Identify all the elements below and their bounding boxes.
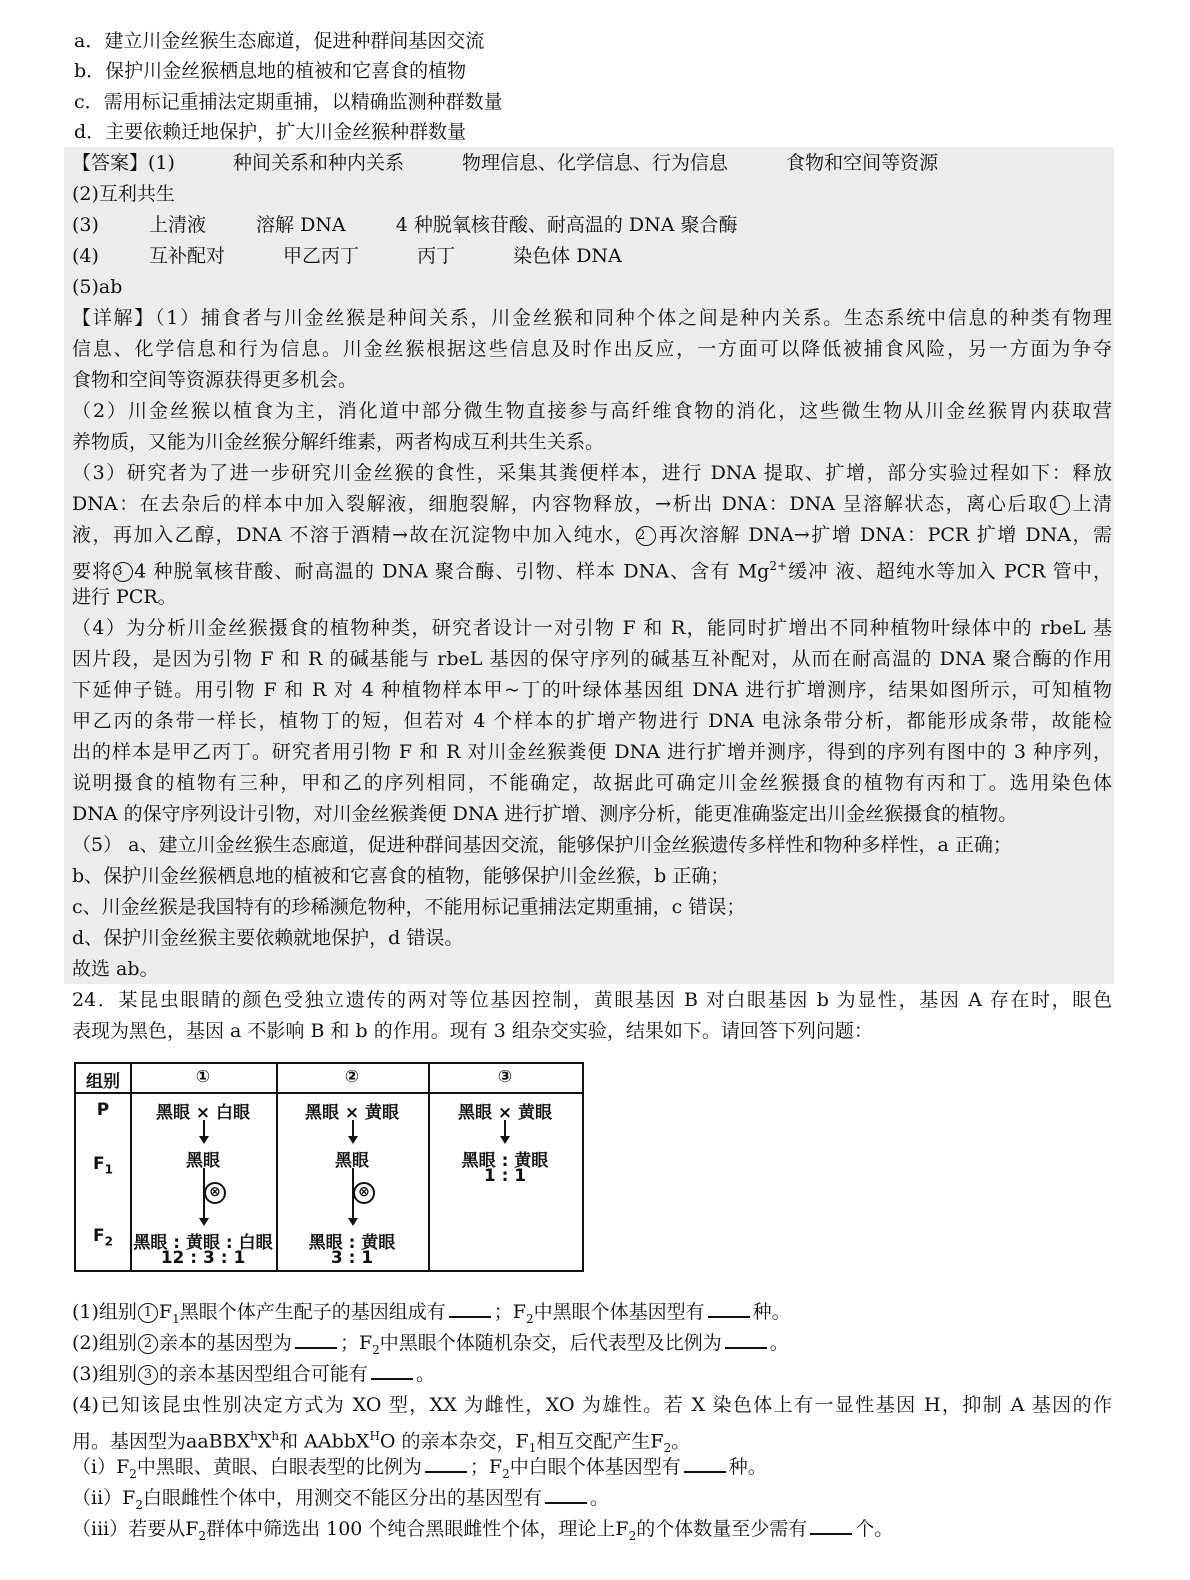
detail-p3b-post: 上清 bbox=[1070, 493, 1112, 515]
subscript: 2 bbox=[104, 1234, 113, 1249]
q2-b: 亲本的基因型为 bbox=[158, 1332, 292, 1354]
detail-p1-line1 bbox=[72, 303, 1112, 333]
detail-p3-line3 bbox=[72, 520, 1112, 550]
q3-b: 的亲本基因型组合可能有 bbox=[158, 1363, 368, 1385]
detail-p5-line4: d、保护川金丝猴主要依赖就地保护，d 错误。 bbox=[72, 927, 464, 949]
detail-p1-line2: 信息、化学信息和行为信息。川金丝猴根据这些信息及时作出反应，一方面可以降低被捕食风险，另一方面为争夺 bbox=[72, 338, 1112, 360]
answer-q4-4: 染色体 DNA bbox=[513, 245, 622, 267]
q1-a: (1)组别 bbox=[72, 1301, 137, 1323]
detail-p4-line7: DNA 的保守序列设计引物，对川金丝猴粪便 DNA 进行扩增、测序分析，能更准确鉴定出川金丝猴摄食的植物。 bbox=[72, 803, 1018, 825]
q1-d: ；F bbox=[493, 1301, 526, 1323]
qi-e: 种。 bbox=[728, 1456, 767, 1478]
row-label-f1-text: F bbox=[93, 1154, 105, 1174]
question-3 bbox=[72, 1359, 435, 1389]
table-group-2: ② bbox=[344, 1067, 360, 1087]
detail-p2-line2: 养物质，又能为川金丝猴分解纤维素，两者构成互利共生关系。 bbox=[72, 431, 605, 453]
detail-p3d-pre: 要将 bbox=[72, 560, 113, 583]
answer-blank[interactable] bbox=[708, 1298, 750, 1318]
qi-b: 中黑眼、黄眼、白眼表型的比例为 bbox=[136, 1456, 422, 1478]
detail-p5-line1: （5） a、建立川金丝猴生态廊道，促进种群间基因交流，能够保护川金丝猴遗传多样性和物种多样性，a 正确； bbox=[72, 834, 1012, 856]
q4b-3: 和 AAbbX bbox=[279, 1430, 370, 1453]
subscript: 2 bbox=[525, 1311, 534, 1326]
answer-blank[interactable] bbox=[371, 1360, 413, 1380]
answer-blank[interactable] bbox=[545, 1484, 587, 1504]
q1-f: 种。 bbox=[752, 1301, 791, 1323]
detail-p3c-pre: 液，再加入乙醇，DNA 不溶于酒精→故在沉淀物中加入纯水， bbox=[72, 524, 636, 546]
g2-f2: 黑眼 : 黄眼 bbox=[308, 1233, 396, 1253]
superscript: 2+ bbox=[769, 559, 788, 573]
q4b-5: 相互交配产生F bbox=[536, 1430, 664, 1453]
detail-p3-line5: 进行 PCR。 bbox=[72, 586, 177, 608]
answer-q1-1: 种间关系和种内关系 bbox=[232, 152, 404, 174]
detail-p4-line6: 说明摄食的植物有三种，甲和乙的序列相同，不能确定，故据此可确定川金丝猴摄食的植物有丙和丁。选用染色体 bbox=[72, 772, 1112, 794]
subscript: 2 bbox=[198, 1528, 207, 1543]
answer-blank[interactable] bbox=[295, 1329, 337, 1349]
answer-q3-3: 4 种脱氧核苷酸、耐高温的 DNA 聚合酶 bbox=[395, 214, 738, 236]
answer-blank[interactable] bbox=[425, 1453, 467, 1473]
detail-p4-line2: 因片段，是因为引物 F 和 R 的碱基能与 rbeL 基因的保守序列的碱基互补配对，从而在耐高温的 DNA 聚合酶的作用 bbox=[72, 648, 1112, 670]
answer-blank[interactable] bbox=[725, 1329, 767, 1349]
q2-d: ；F bbox=[339, 1332, 373, 1354]
g2-parents: 黑眼 × 黄眼 bbox=[304, 1103, 400, 1123]
detail-p5-line2: b、保护川金丝猴栖息地的植被和它喜食的植物，能够保护川金丝猴，b 正确； bbox=[72, 865, 730, 887]
g1-parents: 黑眼 × 白眼 bbox=[155, 1103, 251, 1123]
circled-number: 3 bbox=[138, 1365, 158, 1385]
subscript: 2 bbox=[502, 1466, 510, 1481]
table-group-1: ① bbox=[195, 1067, 211, 1087]
g1-f2: 黑眼 : 黄眼 : 白眼 bbox=[133, 1233, 273, 1253]
superscript: h bbox=[250, 1429, 258, 1443]
answer-q5: (5)ab bbox=[72, 276, 123, 298]
q4b-1: 用。基因型为aaBBX bbox=[72, 1430, 251, 1453]
answer-q4-1: 互补配对 bbox=[148, 245, 225, 267]
answer-q3-1: 上清液 bbox=[148, 214, 206, 236]
qiii-c: 的个体数量至少需有 bbox=[636, 1518, 808, 1540]
detail-p3d-post: 缓冲 液、超纯水等加入 PCR 管中， bbox=[787, 560, 1112, 583]
g3-f1: 黑眼 : 黄眼 bbox=[461, 1151, 549, 1171]
option-b: b．保护川金丝猴栖息地的植被和它喜食的植物 bbox=[74, 60, 467, 82]
detail-p1a: （1）捕食者与川金丝猴是种间关系，川金丝猴和同种个体之间是种内关系。生态系统中信息的种类有物理 bbox=[155, 307, 1112, 329]
detail-label: 【详解】 bbox=[72, 307, 155, 329]
answer-q1 bbox=[72, 148, 938, 178]
qi-c: ；F bbox=[469, 1456, 503, 1478]
superscript: h bbox=[271, 1429, 280, 1443]
q4b-4: O 的亲本杂交，F bbox=[379, 1430, 529, 1453]
answer-blank[interactable] bbox=[684, 1453, 726, 1473]
question-4-iii bbox=[72, 1514, 893, 1551]
answer-q4 bbox=[72, 241, 622, 271]
subscript: 1 bbox=[172, 1311, 180, 1326]
detail-p4-line5: 出的样本是甲乙丙丁。研究者用引物 F 和 R 对川金丝猴粪便 DNA 进行扩增并测序，得到的序列有图中的 3 种序列， bbox=[72, 741, 1112, 763]
subscript: 1 bbox=[528, 1441, 537, 1456]
row-label-f1 bbox=[76, 1154, 130, 1176]
subscript: 2 bbox=[129, 1466, 137, 1481]
answer-q3-2: 溶解 DNA bbox=[256, 214, 346, 236]
table-divider bbox=[76, 1092, 582, 1094]
q2-e: 中黑眼个体随机杂交，后代表型及比例为 bbox=[379, 1332, 722, 1354]
detail-p3-line2 bbox=[72, 489, 1112, 519]
q4b-2: X bbox=[257, 1430, 272, 1453]
g3-f1-ratio: 1 : 1 bbox=[483, 1166, 527, 1186]
qii-c: 。 bbox=[590, 1487, 610, 1509]
selfing-icon: ⊗ bbox=[353, 1182, 375, 1204]
g1-f1: 黑眼 bbox=[186, 1151, 220, 1171]
q2-a: (2)组别 bbox=[72, 1332, 137, 1354]
answer-q1-3: 食物和空间等资源 bbox=[786, 152, 939, 174]
q3-f: 。 bbox=[415, 1363, 435, 1385]
q4b-6: 。 bbox=[671, 1430, 691, 1453]
question-4-line1: (4)已知该昆虫性别决定方式为 XO 型，XX 为雌性，XO 为雄性。若 X 染色体上有一显性基因 H，抑制 A 基因的作 bbox=[72, 1394, 1112, 1416]
detail-p3c-post: 再次溶解 DNA→扩增 DNA：PCR 扩增 DNA，需 bbox=[657, 524, 1112, 546]
subscript: 1 bbox=[104, 1162, 113, 1177]
detail-p3d-mid: 4 种脱氧核苷酸、耐高温的 DNA 聚合酶、引物、样本 DNA、含有 Mg bbox=[134, 560, 770, 583]
answer-q1-num: (1) bbox=[148, 152, 175, 174]
cross-table bbox=[74, 1062, 584, 1272]
detail-p5-line5: 故选 ab。 bbox=[72, 958, 159, 980]
answer-q4-3: 丙丁 bbox=[417, 245, 456, 267]
answer-blank[interactable] bbox=[810, 1515, 852, 1535]
option-c: c．需用标记重捕法定期重捕，以精确监测种群数量 bbox=[74, 91, 503, 113]
superscript: H bbox=[369, 1429, 380, 1443]
q1-b: F bbox=[158, 1301, 173, 1323]
detail-p4-line3: 下延伸子链。用引物 F 和 R 对 4 种植物样本甲~丁的叶绿体基因组 DNA 进行扩增测序，结果如图所示，可知植物 bbox=[72, 679, 1112, 701]
table-header-group: 组别 bbox=[86, 1072, 120, 1092]
row-label-f2-text: F bbox=[93, 1226, 105, 1246]
qii-a: （ii）F bbox=[72, 1487, 136, 1509]
answer-q3 bbox=[72, 210, 738, 240]
circled-number: 2 bbox=[636, 526, 656, 546]
qii-b: 白眼雌性个体中，用测交不能区分出的基因型有 bbox=[142, 1487, 542, 1509]
g3-parents: 黑眼 × 黄眼 bbox=[457, 1103, 553, 1123]
detail-p5-line3: c、川金丝猴是我国特有的珍稀濒危物种，不能用标记重捕法定期重捕，c 错误； bbox=[72, 896, 746, 918]
answer-blank[interactable] bbox=[449, 1298, 491, 1318]
qiii-d: 个。 bbox=[855, 1518, 894, 1540]
answer-q3-num: (3) bbox=[72, 214, 99, 236]
down-arrow-icon bbox=[504, 1120, 506, 1142]
answer-q4-num: (4) bbox=[72, 245, 99, 267]
subscript: 2 bbox=[135, 1497, 143, 1512]
g2-f2-ratio: 3 : 1 bbox=[330, 1248, 374, 1268]
q24-intro-line1: 24．某昆虫眼睛的颜色受独立遗传的两对等位基因控制，黄眼基因 B 对白眼基因 b 为显性，基因 A 存在时，眼色 bbox=[72, 989, 1112, 1011]
row-label-f2 bbox=[76, 1226, 130, 1248]
subscript: 2 bbox=[663, 1441, 672, 1456]
g1-f2-ratio: 12 : 3 : 1 bbox=[160, 1248, 246, 1268]
subscript: 2 bbox=[372, 1342, 380, 1357]
circled-number: 3 bbox=[113, 562, 133, 582]
detail-p2-line1: （2）川金丝猴以植食为主，消化道中部分微生物直接参与高纤维食物的消化，这些微生物从川金丝猴胃内获取营 bbox=[72, 400, 1112, 422]
qi-d: 中白眼个体基因型有 bbox=[509, 1456, 681, 1478]
table-group-3: ③ bbox=[497, 1067, 513, 1087]
q24-intro-line2: 表现为黑色，基因 a 不影响 B 和 b 的作用。现有 3 组杂交实验，结果如下。请回答下列问题： bbox=[72, 1020, 873, 1042]
g2-f1: 黑眼 bbox=[335, 1151, 369, 1171]
qi-a: （i）F bbox=[72, 1456, 130, 1478]
detail-p3-line1: （3）研究者为了进一步研究川金丝猴的食性，采集其粪便样本，进行 DNA 提取、扩增，部分实验过程如下：释放 bbox=[72, 462, 1112, 484]
down-arrow-icon bbox=[352, 1120, 354, 1142]
detail-p4-line1: （4）为分析川金丝猴摄食的植物种类，研究者设计一对引物 F 和 R，能同时扩增出不同种植物叶绿体中的 rbeL 基 bbox=[72, 617, 1112, 639]
circled-number: 1 bbox=[138, 1303, 158, 1323]
row-label-p: P bbox=[96, 1100, 110, 1120]
q2-f: 。 bbox=[769, 1332, 789, 1354]
q1-e: 中黑眼个体基因型有 bbox=[533, 1301, 705, 1323]
detail-p4-line4: 甲乙丙的条带一样长，植物丁的短，但若对 4 个样本的扩增产物进行 DNA 电泳条带分析，都能形成条带，故能检 bbox=[72, 710, 1112, 732]
answer-q1-2: 物理信息、化学信息、行为信息 bbox=[462, 152, 729, 174]
q1-c2: 黑眼个体产生配子的基因组成有 bbox=[179, 1301, 446, 1323]
circled-number: 2 bbox=[138, 1334, 158, 1354]
answer-q2: (2)互利共生 bbox=[72, 183, 175, 205]
qiii-a: （iii）若要从F bbox=[72, 1518, 199, 1540]
qiii-b: 群体中筛选出 100 个纯合黑眼雌性个体，理论上F bbox=[206, 1518, 629, 1540]
q3-a: (3)组别 bbox=[72, 1363, 137, 1385]
circled-number: 1 bbox=[1050, 495, 1070, 515]
answer-q4-2: 甲乙丙丁 bbox=[283, 245, 360, 267]
detail-p3b-pre: DNA：在去杂后的样本中加入裂解液，细胞裂解，内容物释放，→析出 DNA：DNA 呈溶解状态，离心后取 bbox=[72, 493, 1049, 515]
detail-p1-line3: 食物和空间等资源获得更多机会。 bbox=[72, 369, 358, 391]
subscript: 2 bbox=[628, 1528, 637, 1543]
option-a: a．建立川金丝猴生态廊道，促进种群间基因交流 bbox=[74, 30, 485, 52]
answer-label: 【答案】 bbox=[72, 152, 149, 174]
option-d: d．主要依赖迁地保护，扩大川金丝猴种群数量 bbox=[74, 121, 467, 143]
selfing-icon: ⊗ bbox=[204, 1182, 226, 1204]
down-arrow-icon bbox=[203, 1120, 205, 1142]
